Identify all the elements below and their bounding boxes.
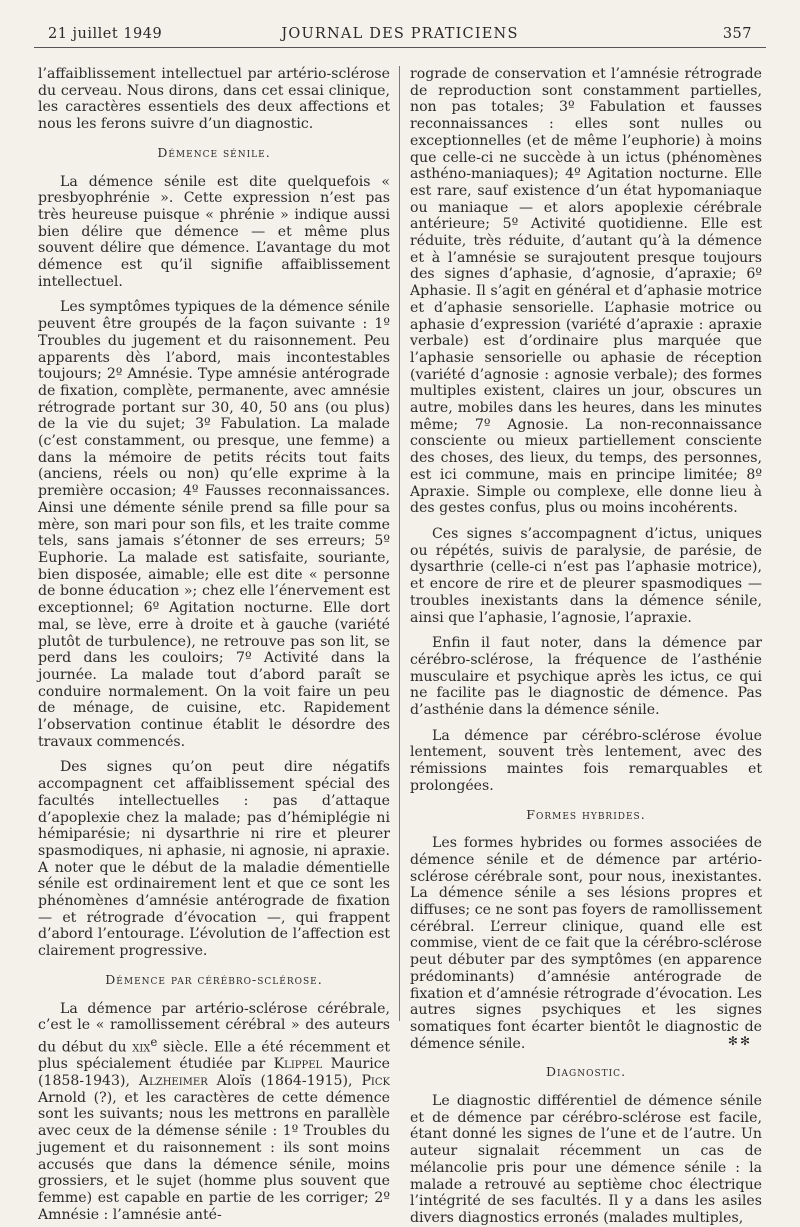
paragraph: La démence par cérébro-sclérose évolue lentement, souvent très lentement, avec des rémissions maintes fois remarquables et prolongées.	[410, 727, 762, 794]
right-column	[410, 66, 762, 1227]
left-column	[38, 66, 390, 1223]
paragraph: rograde de conservation et l’amnésie rétrograde de reproduction sont constamment partielles, non pas totales; 3º Fabulation et fausses reconnaissances : elles sont nulles ou exceptionnelles (et de même l’euphorie) à moins que celle-ci ne succède à un ictus (phénomènes asthéno-maniaques); 4º Agitation nocturne. Elle est rare, sauf existence d’un état hypomaniaque ou maniaque — et alors apoplexie cérébrale antérieure; 5º Activité quotidienne. Elle est réduite, très réduite, d’autant qu’à la démence et à l’amnésie se surajoutent presque toujours des signes d’aphasie, d’agnosie, d’apraxie; 6º Aphasie. Il s’agit en général et d’aphasie motrice et d’aphasie sensorielle. L’aphasie motrice ou aphasie d’expression (variété d’apraxie : apraxie verbale) est d’ordinaire plus marquée que l’aphasie sensorielle ou aphasie de réception (variété d’agnosie : agnosie verbale); des formes multiples existent, claires un jour, obscures un autre, mobiles dans les heures, dans les minutes même; 7º Agnosie. La non-reconnaissance consciente ou mieux partiellement consciente des choses, des lieux, du temps, des personnes, est ici commune, mais en principe limitée; 8º Apraxie. Simple ou complexe, elle donne lieu à des gestes confus, plus ou moins incohérents.	[410, 66, 762, 517]
text-run: La démence par artério-sclérose cérébrale, c’est le « ramollissement cérébral » des auteurs du début du	[38, 1000, 390, 1056]
header-date: 21 juillet 1949	[48, 26, 163, 42]
paragraph: La démence sénile est dite quelquefois « presbyophrénie ». Cette expression n’est pas très heureuse puisque « phrénie » indique aussi bien délire que démence — et même plus souvent délire que démence. L’avantage du mot démence est qu’il signifie affaiblissement intellectuel.	[38, 173, 390, 290]
century-numeral: xix	[132, 1039, 151, 1056]
paragraph: Les formes hybrides ou formes associées de démence sénile et de démence par artério-sclérose cérébrale sont, pour nous, inexistantes. La démence sénile a ses lésions propres et diffuses; ce ne sont pas foyers de ramollissement cérébral. L’erreur clinique, quand elle est commise, vient de ce fait que la cérébro-sclérose peut débuter par des symptômes (en apparence prédominants) d’amnésie antérograde de fixation et d’amnésie rétrograde d’évocation. Les autres signes psychiques et les signes somatiques font écarter bientôt le diagnostic de démence sénile.	[410, 835, 762, 1052]
section-heading-demence-senile: Démence sénile.	[157, 144, 271, 160]
paragraph: Ces signes s’accompagnent d’ictus, uniques ou répétés, suivis de paralysie, de parésie, de dysarthrie (celle-ci n’est pas l’aphasie motrice), et encore de rire et de pleurer spasmodiques — troubles inexistants dans la démence sénile, ainsi que l’aphasie, l’agnosie, l’apraxie.	[410, 525, 762, 626]
author-name: Alzheimer	[138, 1073, 208, 1090]
paragraph	[38, 1001, 390, 1224]
author-name: Klippel	[273, 1056, 323, 1073]
column-divider	[399, 66, 400, 1021]
text-run: siècle. Elle a été récemment et plus spécialement étudiée par	[38, 1039, 390, 1073]
paragraph: Le diagnostic différentiel de démence sénile et de démence par cérébro-sclérose est facile, étant donné les signes de l’une et de l’autre. Un auteur signalait récemment un cas de mélancolie pris pour une démence sénile : la malade a retrouvé au septième choc électrique l’intégrité de ses facultés. Il y a dans les asiles divers diagnostics erronés (malades multiples,	[410, 1093, 762, 1226]
running-header	[48, 26, 752, 48]
header-journal-title: JOURNAL DES PRATICIENS	[281, 26, 519, 42]
text-run: Aloïs (1864-1915),	[207, 1073, 362, 1090]
footer-mark: ✻✻	[727, 1034, 752, 1048]
section-heading-demence-cerebro-sclerose: Démence par cérébro-sclérose.	[105, 971, 323, 987]
header-page-number: 357	[722, 26, 752, 42]
text-run: Arnold (?), et les caractères de cette démence sont les suivants; nous les mettrons en parallèle avec ceux de la démense sénile : 1º Troubles du jugement et du raisonnement : ils sont moins accusés que dans la démence sénile, moins grossiers, et le sujet (homme plus souvent que femme) est capable en partie de les corriger; 2º Amnésie : l’amnésie anté-	[38, 1089, 390, 1223]
paragraph: Enfin il faut noter, dans la démence par cérébro-sclérose, la fréquence de l’asthénie musculaire et psychique après les ictus, ce qui ne facilite pas le diagnostic de démence. Pas d’asthénie dans la démence sénile.	[410, 635, 762, 719]
header-rule	[34, 47, 766, 48]
paragraph: l’affaiblissement intellectuel par artério-sclérose du cerveau. Nous dirons, dans cet essai clinique, les caractères essentiels des deux affections et nous les ferons suivre d’un diagnostic.	[38, 66, 390, 133]
section-heading-formes-hybrides: Formes hybrides.	[526, 806, 646, 822]
author-name: Pick	[361, 1073, 390, 1090]
paragraph: Les symptômes typiques de la démence sénile peuvent être groupés de la façon suivante : 1º Troubles du jugement et du raisonnement. Peu apparents dès l’abord, mais incontestables toujours; 2º Amnésie. Type amnésie antérograde de fixation, complète, permanente, avec amnésie rétrograde portant sur 30, 40, 50 ans (ou plus) de la vie du sujet; 3º Fabulation. La malade (c’est constamment, ou presque, une femme) a dans la mémoire de petits récits tout faits (anciens, réels ou non) qu’elle exprime à la première occasion; 4º Fausses reconnaissances. Ainsi une démente sénile prend sa fille pour sa mère, son mari pour son fils, et les traite comme tels, sans jamais s’étonner de ses erreurs; 5º Euphorie. La malade est satisfaite, souriante, bien disposée, aimable; elle est dite « personne de bonne éducation »; chez elle l’énervement est exceptionnel; 6º Agitation nocturne. Elle dort mal, se lève, erre à droite et à gauche (variété plutôt de turbulence), ne retrouve pas son lit, se perd dans les couloirs; 7º Activité dans la journée. La malade tout d’abord paraît se conduire normalement. On la voit faire un peu de ménage, de cuisine, etc. Rapidement l’observation continue établit le désordre des travaux commencés.	[38, 299, 390, 750]
superscript: e	[150, 1034, 158, 1049]
section-heading-diagnostic: Diagnostic.	[545, 1064, 627, 1080]
text-run: Maurice (1858-1943),	[38, 1056, 390, 1090]
paragraph: Des signes qu’on peut dire négatifs accompagnent cet affaiblissement spécial des facultés intellectuelles : pas d’attaque d’apoplexie chez la malade; pas d’hémiplégie ni hémiparésie; ni dysarthrie ni rire et pleurer spasmodiques, ni aphasie, ni agnosie, ni apraxie. A noter que le début de la maladie démentielle sénile est ordinairement lent et que ce sont les phénomènes d’amnésie antérograde de fixation — et rétrograde d’évocation —, qui frappent d’abord l’entourage. L’évolution de l’affection est clairement progressive.	[38, 759, 390, 960]
